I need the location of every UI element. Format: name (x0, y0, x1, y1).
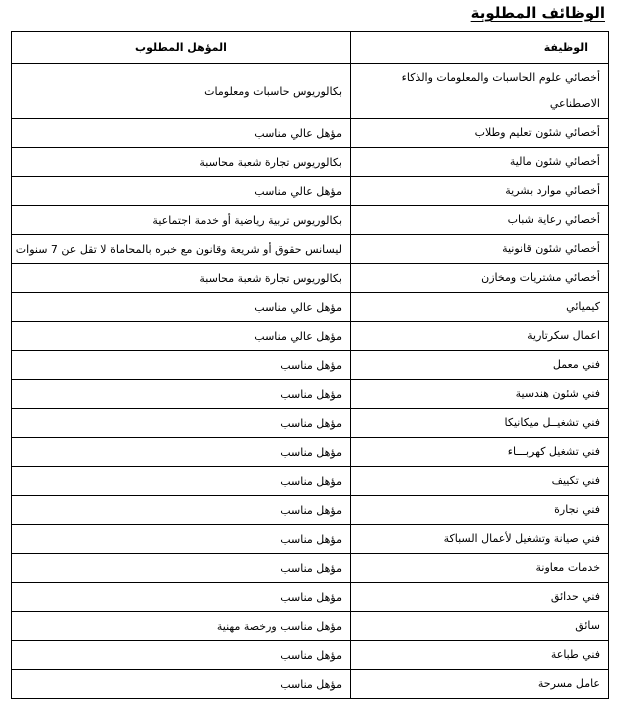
table-row (12, 148, 609, 177)
qualification-cell: مؤهل مناسب (12, 554, 351, 583)
table-row (12, 612, 609, 641)
job-cell: أخصائي موارد بشرية (351, 177, 609, 206)
job-cell: كيميائي (351, 293, 609, 322)
qualification-cell: مؤهل عالي مناسب (12, 293, 351, 322)
job-cell: سائق (351, 612, 609, 641)
table-row (12, 496, 609, 525)
job-cell: فني معمل (351, 351, 609, 380)
header-job: الوظيفة (351, 32, 609, 64)
table-row (12, 235, 609, 264)
table-row (12, 64, 609, 119)
qualification-cell: مؤهل عالي مناسب (12, 177, 351, 206)
qualification-cell: مؤهل مناسب (12, 641, 351, 670)
table-row (12, 641, 609, 670)
table-row (12, 206, 609, 235)
qualification-cell: مؤهل مناسب (12, 409, 351, 438)
job-cell: أخصائي شئون مالية (351, 148, 609, 177)
table-header-row (12, 32, 609, 64)
qualification-cell: بكالوريوس تجارة شعبة محاسبة (12, 148, 351, 177)
job-cell: فني تشغيــل ميكانيكا (351, 409, 609, 438)
job-cell: اعمال سكرتارية (351, 322, 609, 351)
table-row (12, 438, 609, 467)
table-row (12, 525, 609, 554)
qualification-cell: بكالوريوس تجارة شعبة محاسبة (12, 264, 351, 293)
qualification-cell: مؤهل مناسب (12, 351, 351, 380)
job-cell: أخصائي مشتريات ومخازن (351, 264, 609, 293)
table-row (12, 177, 609, 206)
qualification-cell: مؤهل مناسب (12, 438, 351, 467)
qualification-cell: مؤهل مناسب (12, 380, 351, 409)
table-row (12, 670, 609, 699)
qualification-cell: مؤهل مناسب (12, 670, 351, 699)
job-cell: فني حدائق (351, 583, 609, 612)
job-cell: أخصائي شئون قانونية (351, 235, 609, 264)
job-cell: عامل مسرحة (351, 670, 609, 699)
qualification-cell: مؤهل عالي مناسب (12, 322, 351, 351)
table-row (12, 583, 609, 612)
qualification-cell: مؤهل عالي مناسب (12, 119, 351, 148)
table-row (12, 467, 609, 496)
table-row (12, 119, 609, 148)
qualification-cell: بكالوريوس حاسبات ومعلومات (12, 64, 351, 119)
qualification-cell: مؤهل مناسب ورخصة مهنية (12, 612, 351, 641)
table-row (12, 351, 609, 380)
table-row (12, 554, 609, 583)
job-cell: فني صيانة وتشغيل لأعمال السباكة (351, 525, 609, 554)
jobs-table (11, 31, 609, 699)
qualification-cell: ليسانس حقوق أو شريعة وقانون مع خبره بالمحاماة لا تقل عن 7 سنوات (12, 235, 351, 264)
table-row (12, 293, 609, 322)
qualification-cell: مؤهل مناسب (12, 583, 351, 612)
job-cell: فني تكييف (351, 467, 609, 496)
table-row (12, 380, 609, 409)
qualification-cell: مؤهل مناسب (12, 467, 351, 496)
job-cell: فني نجارة (351, 496, 609, 525)
qualification-cell: مؤهل مناسب (12, 525, 351, 554)
table-row (12, 409, 609, 438)
job-cell: فني طباعة (351, 641, 609, 670)
job-cell: أخصائي رعاية شباب (351, 206, 609, 235)
header-qualification: المؤهل المطلوب (12, 32, 351, 64)
table-row (12, 264, 609, 293)
qualification-cell: بكالوريوس تربية رياضية أو خدمة اجتماعية (12, 206, 351, 235)
job-cell: أخصائي شئون تعليم وطلاب (351, 119, 609, 148)
job-cell: خدمات معاونة (351, 554, 609, 583)
job-cell: أخصائي علوم الحاسبات والمعلومات والذكاء الاصطناعي (351, 64, 609, 119)
job-cell: فني شئون هندسية (351, 380, 609, 409)
job-cell: فني تشغيل كهربـــاء (351, 438, 609, 467)
document-title: الوظائف المطلوبة (470, 4, 605, 22)
qualification-cell: مؤهل مناسب (12, 496, 351, 525)
table-row (12, 322, 609, 351)
